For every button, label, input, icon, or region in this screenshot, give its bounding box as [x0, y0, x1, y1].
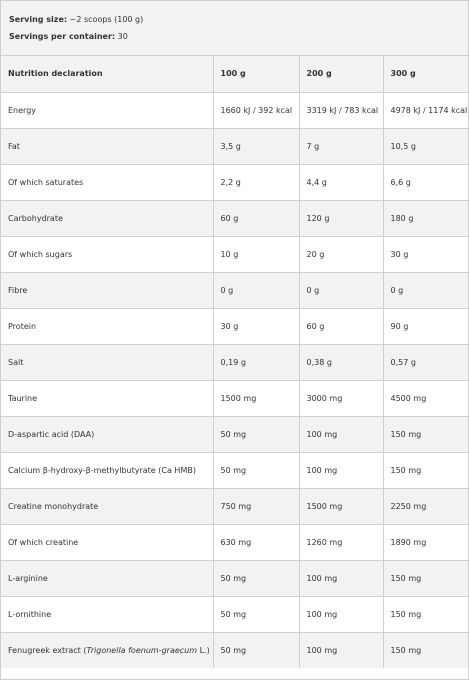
row-label: Fat	[1, 128, 213, 164]
header-200g: 200 g	[299, 56, 383, 92]
row-label: Of which saturates	[1, 164, 213, 200]
row-label: D-aspartic acid (DAA)	[1, 416, 213, 452]
table-row	[1, 128, 468, 164]
table-row	[1, 416, 468, 452]
cell-200g: 7 g	[299, 128, 383, 164]
cell-100g: 50 mg	[213, 596, 299, 632]
row-label: Salt	[1, 344, 213, 380]
cell-100g: 3,5 g	[213, 128, 299, 164]
cell-100g: 60 g	[213, 200, 299, 236]
cell-300g: 4978 kJ / 1174 kcal	[383, 92, 468, 128]
cell-300g: 150 mg	[383, 632, 468, 668]
cell-300g: 90 g	[383, 308, 468, 344]
table-row	[1, 596, 468, 632]
cell-200g: 1500 mg	[299, 488, 383, 524]
cell-200g: 1260 mg	[299, 524, 383, 560]
table-row	[1, 92, 468, 128]
cell-200g: 100 mg	[299, 596, 383, 632]
cell-100g: 1660 kJ / 392 kcal	[213, 92, 299, 128]
table-row	[1, 452, 468, 488]
cell-300g: 4500 mg	[383, 380, 468, 416]
table-row	[1, 200, 468, 236]
row-label: Fibre	[1, 272, 213, 308]
cell-100g: 750 mg	[213, 488, 299, 524]
table-row	[1, 344, 468, 380]
row-label: Of which creatine	[1, 524, 213, 560]
cell-100g: 1500 mg	[213, 380, 299, 416]
cell-300g: 150 mg	[383, 452, 468, 488]
cell-200g: 0,38 g	[299, 344, 383, 380]
header-100g: 100 g	[213, 56, 299, 92]
cell-200g: 60 g	[299, 308, 383, 344]
cell-100g: 50 mg	[213, 632, 299, 668]
nutrition-table	[1, 56, 468, 668]
table-row	[1, 236, 468, 272]
table-row	[1, 272, 468, 308]
cell-200g: 4,4 g	[299, 164, 383, 200]
cell-100g: 630 mg	[213, 524, 299, 560]
row-label-latin-name: Trigonella foenum-graecum	[86, 645, 198, 655]
cell-100g: 30 g	[213, 308, 299, 344]
table-body	[1, 92, 468, 668]
cell-200g: 3319 kJ / 783 kcal	[299, 92, 383, 128]
row-label: Of which sugars	[1, 236, 213, 272]
cell-200g: 120 g	[299, 200, 383, 236]
cell-100g: 50 mg	[213, 560, 299, 596]
cell-200g: 100 mg	[299, 560, 383, 596]
row-label-suffix: L.)	[197, 645, 210, 655]
table-row	[1, 560, 468, 596]
cell-300g: 0 g	[383, 272, 468, 308]
cell-100g: 0 g	[213, 272, 299, 308]
table-row	[1, 308, 468, 344]
row-label: Taurine	[1, 380, 213, 416]
cell-200g: 100 mg	[299, 416, 383, 452]
table-row	[1, 488, 468, 524]
table-row	[1, 164, 468, 200]
cell-300g: 180 g	[383, 200, 468, 236]
serving-size-label: Serving size:	[9, 15, 68, 24]
servings-per-container-value: 30	[117, 32, 128, 41]
serving-info	[1, 1, 468, 56]
cell-100g: 50 mg	[213, 452, 299, 488]
serving-size-value: ~2 scoops (100 g)	[69, 15, 144, 24]
cell-200g: 100 mg	[299, 452, 383, 488]
row-label	[1, 632, 213, 668]
serving-size	[9, 15, 143, 24]
cell-300g: 6,6 g	[383, 164, 468, 200]
cell-200g: 3000 mg	[299, 380, 383, 416]
row-label-prefix: Fenugreek extract (	[8, 645, 87, 655]
cell-300g: 10,5 g	[383, 128, 468, 164]
row-label: Protein	[1, 308, 213, 344]
row-label: Carbohydrate	[1, 200, 213, 236]
row-label: L-ornithine	[1, 596, 213, 632]
cell-300g: 0,57 g	[383, 344, 468, 380]
cell-300g: 30 g	[383, 236, 468, 272]
servings-per-container-label: Servings per container:	[9, 32, 116, 41]
table-row	[1, 380, 468, 416]
cell-300g: 150 mg	[383, 596, 468, 632]
cell-300g: 1890 mg	[383, 524, 468, 560]
table-row	[1, 632, 468, 668]
table-header-row	[1, 56, 468, 92]
cell-300g: 150 mg	[383, 416, 468, 452]
cell-200g: 100 mg	[299, 632, 383, 668]
cell-200g: 20 g	[299, 236, 383, 272]
cell-300g: 2250 mg	[383, 488, 468, 524]
cell-300g: 150 mg	[383, 560, 468, 596]
cell-100g: 10 g	[213, 236, 299, 272]
header-nutrition-declaration: Nutrition declaration	[1, 56, 213, 92]
cell-100g: 2,2 g	[213, 164, 299, 200]
cell-200g: 0 g	[299, 272, 383, 308]
row-label: Calcium β-hydroxy-β-methylbutyrate (Ca HMB)	[1, 452, 213, 488]
row-label: L-arginine	[1, 560, 213, 596]
table-row	[1, 524, 468, 560]
servings-per-container	[9, 32, 128, 41]
row-label: Energy	[1, 92, 213, 128]
cell-100g: 50 mg	[213, 416, 299, 452]
header-300g: 300 g	[383, 56, 468, 92]
cell-100g: 0,19 g	[213, 344, 299, 380]
row-label: Creatine monohydrate	[1, 488, 213, 524]
